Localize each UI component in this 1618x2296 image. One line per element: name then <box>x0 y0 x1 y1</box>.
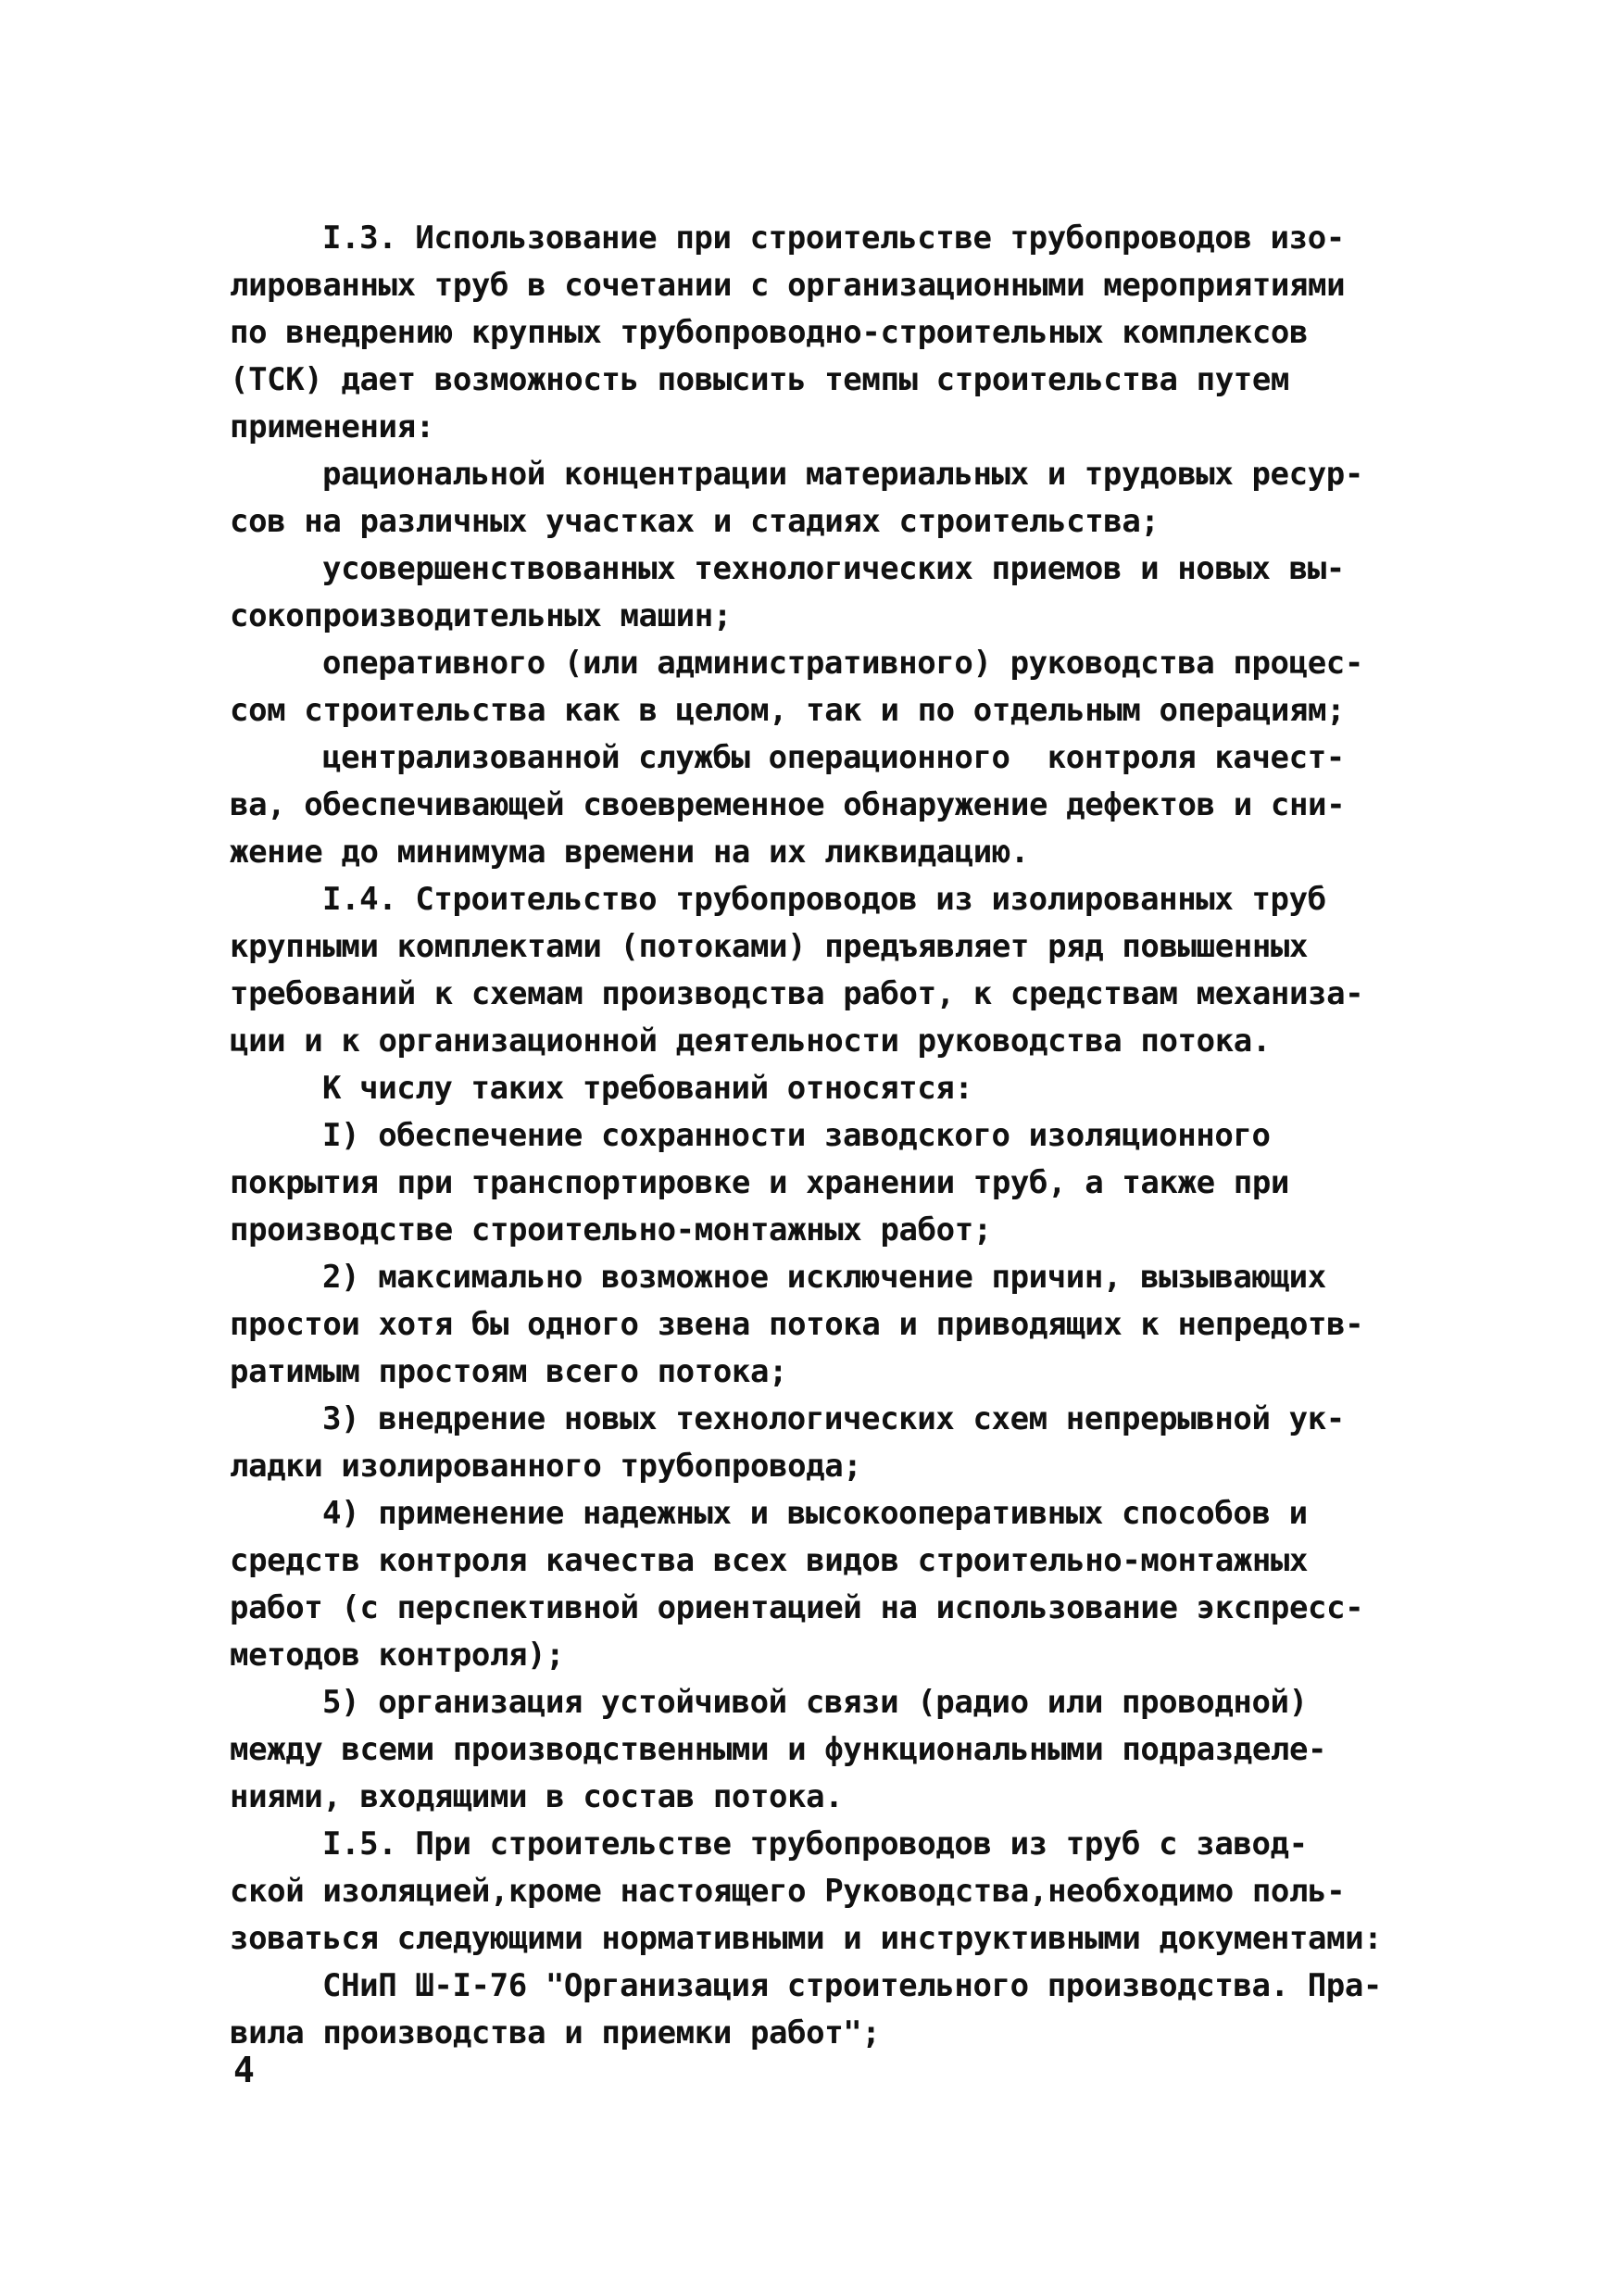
page-number: 4 <box>233 2050 255 2090</box>
text-line: работ (с перспективной ориентацией на использование экспресс- <box>230 1589 1364 1626</box>
text-line: I.5. При строительстве трубопроводов из труб с завод- <box>322 1826 1308 1863</box>
text-line: 5) организация устойчивой связи (радио или проводной) <box>322 1684 1308 1721</box>
body-text <box>230 215 1406 2057</box>
text-line: требований к схемам производства работ, к средствам механиза- <box>230 975 1364 1012</box>
text-line: методов контроля); <box>230 1637 565 1674</box>
text-line: ской изоляцией,кроме настоящего Руководства,необходимо поль- <box>230 1873 1346 1910</box>
text-line: ладки изолированного трубопровода; <box>230 1448 862 1485</box>
text-line: лированных труб в сочетании с организационными мероприятиями <box>230 267 1346 304</box>
text-line: ратимым простоям всего потока; <box>230 1353 788 1390</box>
text-line: 2) максимально возможное исключение причин, вызывающих <box>322 1259 1326 1296</box>
text-line: сокопроизводительных машин; <box>230 597 732 634</box>
text-line: производстве строительно-монтажных работ; <box>230 1211 992 1248</box>
text-line: жение до минимума времени на их ликвидацию. <box>230 834 1029 871</box>
text-line: крупными комплектами (потоками) предъявляет ряд повышенных <box>230 928 1309 965</box>
text-line: между всеми производственными и функциональными подразделе- <box>230 1731 1327 1768</box>
text-line: сов на различных участках и стадиях строительства; <box>230 503 1160 540</box>
text-line: усовершенствованных технологических приемов и новых вы- <box>322 550 1345 587</box>
text-line: вила производства и приемки работ"; <box>230 2014 881 2051</box>
text-line: I) обеспечение сохранности заводского изоляционного <box>322 1117 1271 1154</box>
text-line: простои хотя бы одного звена потока и приводящих к непредотв- <box>230 1306 1364 1343</box>
text-line: оперативного (или административного) руководства процес- <box>322 645 1363 682</box>
text-line: по внедрению крупных трубопроводно-строительных комплексов <box>230 314 1309 351</box>
text-line: централизованной службы операционного контроля качест- <box>322 739 1345 776</box>
text-line: ва, обеспечивающей своевременное обнаружение дефектов и сни- <box>230 786 1346 823</box>
text-line: ниями, входящими в состав потока. <box>230 1778 844 1815</box>
text-line: покрытия при транспортировке и хранении труб, а также при <box>230 1164 1289 1201</box>
text-line: применения: <box>230 408 434 445</box>
text-line: зоваться следующими нормативными и инструктивными документами: <box>230 1920 1383 1957</box>
text-line: сом строительства как в целом, так и по отдельным операциям; <box>230 692 1346 729</box>
text-line: рациональной концентрации материальных и трудовых ресур- <box>322 456 1363 493</box>
text-line: СНиП Ш-I-76 "Организация строительного производства. Пра- <box>322 1967 1382 2004</box>
text-line: 3) внедрение новых технологических схем непрерывной ук- <box>322 1400 1345 1437</box>
text-line: (ТСК) дает возможность повысить темпы строительства путем <box>230 361 1289 398</box>
text-line: I.4. Строительство трубопроводов из изолированных труб <box>322 881 1326 918</box>
text-line: средств контроля качества всех видов строительно-монтажных <box>230 1542 1309 1579</box>
text-line: 4) применение надежных и высокооперативных способов и <box>322 1495 1308 1532</box>
text-line: ции и к организационной деятельности руководства потока. <box>230 1023 1271 1060</box>
text-line: I.3. Использование при строительстве трубопроводов изо- <box>322 220 1345 257</box>
text-line: К числу таких требований относятся: <box>322 1070 973 1107</box>
